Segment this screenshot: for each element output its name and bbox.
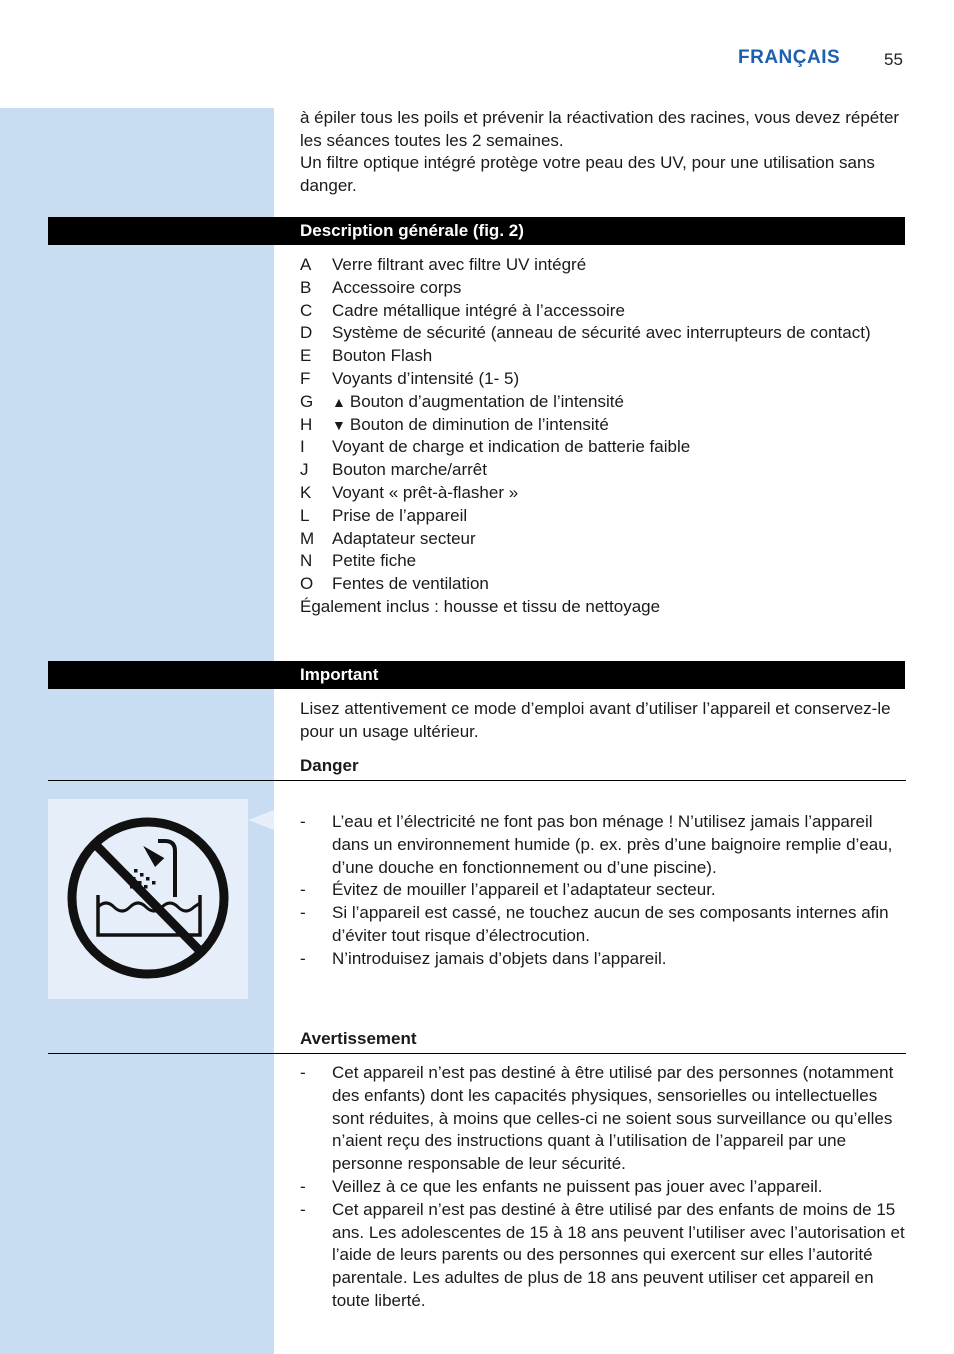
danger-item-text: Évitez de mouiller l’appareil et l’adaptateur secteur. xyxy=(332,880,716,900)
section-bar-description xyxy=(48,217,905,245)
part-description: Verre filtrant avec filtre UV intégré xyxy=(332,255,587,274)
parts-list-item xyxy=(300,414,900,437)
danger-item-text: Si l’appareil est cassé, ne touchez aucun de ses composants internes afin d’éviter tout risque d’électrocution. xyxy=(332,903,889,945)
part-letter: B xyxy=(300,277,312,297)
intro-paragraph-2: Un filtre optique intégré protège votre peau des UV, pour une utilisation sans danger. xyxy=(300,153,875,195)
danger-list-item xyxy=(300,879,906,902)
part-description: Prise de l’appareil xyxy=(332,505,468,525)
section-title-important: Important xyxy=(300,665,379,684)
warning-list-item xyxy=(300,1176,906,1199)
bullet-dash: - xyxy=(300,1176,306,1196)
part-letter: K xyxy=(300,482,312,502)
warning-list-item xyxy=(300,1199,906,1313)
part-letter: I xyxy=(300,437,305,457)
warning-item-text: Cet appareil n’est pas destiné à être utilisé par des enfants de moins de 15 ans. Les adolescentes de 15 à 18 ans peuvent l’utiliser avec l’autorisation et l’aide de leurs parents ou des personnes qui exercent sur elles l’autorité parentale. Les adultes de plus de 18 ans peuvent utiliser cet appareil en toute liberté. xyxy=(332,1199,905,1310)
warning-heading: Avertissement xyxy=(300,1029,417,1048)
parts-list-item xyxy=(300,300,900,323)
part-description: Voyant « prêt-à-flasher » xyxy=(332,482,519,502)
danger-list-item xyxy=(300,811,906,879)
triangle-down-icon: ▼ xyxy=(332,416,346,433)
part-letter: M xyxy=(300,528,315,548)
danger-list-block xyxy=(300,811,906,971)
part-letter: D xyxy=(300,323,313,343)
danger-list-item xyxy=(300,948,906,971)
bullet-dash: - xyxy=(300,903,306,923)
parts-list-item xyxy=(300,459,900,482)
parts-list-item xyxy=(300,391,900,414)
no-water-bath-icon xyxy=(48,799,248,999)
parts-list-item xyxy=(300,368,900,391)
part-description: Bouton marche/arrêt xyxy=(332,460,487,480)
part-description: Bouton de diminution de l’intensité xyxy=(349,414,609,434)
illustration-pointer xyxy=(248,810,274,830)
part-description: Voyants d’intensité (1- 5) xyxy=(332,368,520,388)
warning-item-text: Cet appareil n’est pas destiné à être utilisé par des personnes (notamment des enfants) dont les capacités physiques, sensorielles ou intellectuelles sont réduites, à moins que celles-ci ne soient sous surveillance ou qu’elles n’aient reçu des instructions quant à l’utilisation de l’appareil par une personne responsable de leur sécurité. xyxy=(332,1063,894,1174)
left-margin-panel xyxy=(0,108,274,1354)
warning-rule xyxy=(48,1053,906,1054)
danger-list-item xyxy=(300,902,906,948)
part-description: Système de sécurité (anneau de sécurité avec interrupteurs de contact) xyxy=(332,323,871,343)
part-letter: H xyxy=(300,414,313,434)
part-letter: N xyxy=(300,551,313,571)
parts-list-item xyxy=(300,528,900,551)
part-description: Fentes de ventilation xyxy=(332,574,489,594)
parts-list-item xyxy=(300,573,900,596)
warning-list-block xyxy=(300,1062,906,1313)
part-description: Cadre métallique intégré à l’accessoire xyxy=(332,300,625,320)
part-letter: G xyxy=(300,391,314,411)
part-letter: E xyxy=(300,346,312,366)
bullet-dash: - xyxy=(300,812,306,831)
part-letter: C xyxy=(300,300,313,320)
section-bar-important xyxy=(48,661,905,689)
part-letter: O xyxy=(300,574,314,594)
parts-list xyxy=(300,254,900,596)
parts-list-item xyxy=(300,436,900,459)
section-title-description: Description générale (fig. 2) xyxy=(300,221,524,240)
language-heading: FRANÇAIS xyxy=(738,47,841,68)
danger-item-text: N’introduisez jamais d’objets dans l’appareil. xyxy=(332,948,667,968)
parts-list-block xyxy=(300,254,900,619)
danger-list xyxy=(300,811,906,971)
part-description: Bouton d’augmentation de l’intensité xyxy=(349,391,624,411)
bullet-dash: - xyxy=(300,1199,306,1219)
part-letter: F xyxy=(300,368,311,388)
parts-list-item xyxy=(300,505,900,528)
part-description: Adaptateur secteur xyxy=(332,528,476,548)
parts-list-item xyxy=(300,277,900,300)
part-letter: A xyxy=(300,255,312,274)
danger-item-text: L’eau et l’électricité ne font pas bon ménage ! N’utilisez jamais l’appareil dans un environnement humide (p. ex. près d’une baignoire remplie d’eau, d’une douche en fonctionnement ou d’une piscine). xyxy=(332,812,893,877)
warning-list-item xyxy=(300,1062,906,1176)
bullet-dash: - xyxy=(300,948,306,968)
part-description: Petite fiche xyxy=(332,551,417,571)
parts-list-item xyxy=(300,550,900,573)
warning-item-text: Veillez à ce que les enfants ne puissent pas jouer avec l’appareil. xyxy=(332,1176,823,1196)
parts-list-item xyxy=(300,345,900,368)
danger-illustration xyxy=(48,799,248,999)
parts-list-item xyxy=(300,482,900,505)
part-letter: J xyxy=(300,460,309,480)
important-paragraph: Lisez attentivement ce mode d’emploi avant d’utiliser l’appareil et conservez-le pour un usage ultérieur. xyxy=(300,699,891,741)
part-description: Accessoire corps xyxy=(332,277,462,297)
intro-paragraph-1: à épiler tous les poils et prévenir la réactivation des racines, vous devez répéter les séances toutes les 2 semaines. xyxy=(300,108,900,150)
triangle-up-icon: ▲ xyxy=(332,393,346,410)
part-description: Voyant de charge et indication de batterie faible xyxy=(332,437,691,457)
danger-rule xyxy=(48,780,906,781)
part-letter: L xyxy=(300,505,310,525)
bullet-dash: - xyxy=(300,880,306,900)
page-number: 55 xyxy=(884,50,903,69)
bullet-dash: - xyxy=(300,1063,306,1082)
parts-list-item xyxy=(300,322,900,345)
warning-list xyxy=(300,1062,906,1313)
included-items: Également inclus : housse et tissu de nettoyage xyxy=(300,596,661,616)
part-description: Bouton Flash xyxy=(332,346,433,366)
parts-list-item xyxy=(300,254,900,277)
danger-heading: Danger xyxy=(300,756,359,775)
